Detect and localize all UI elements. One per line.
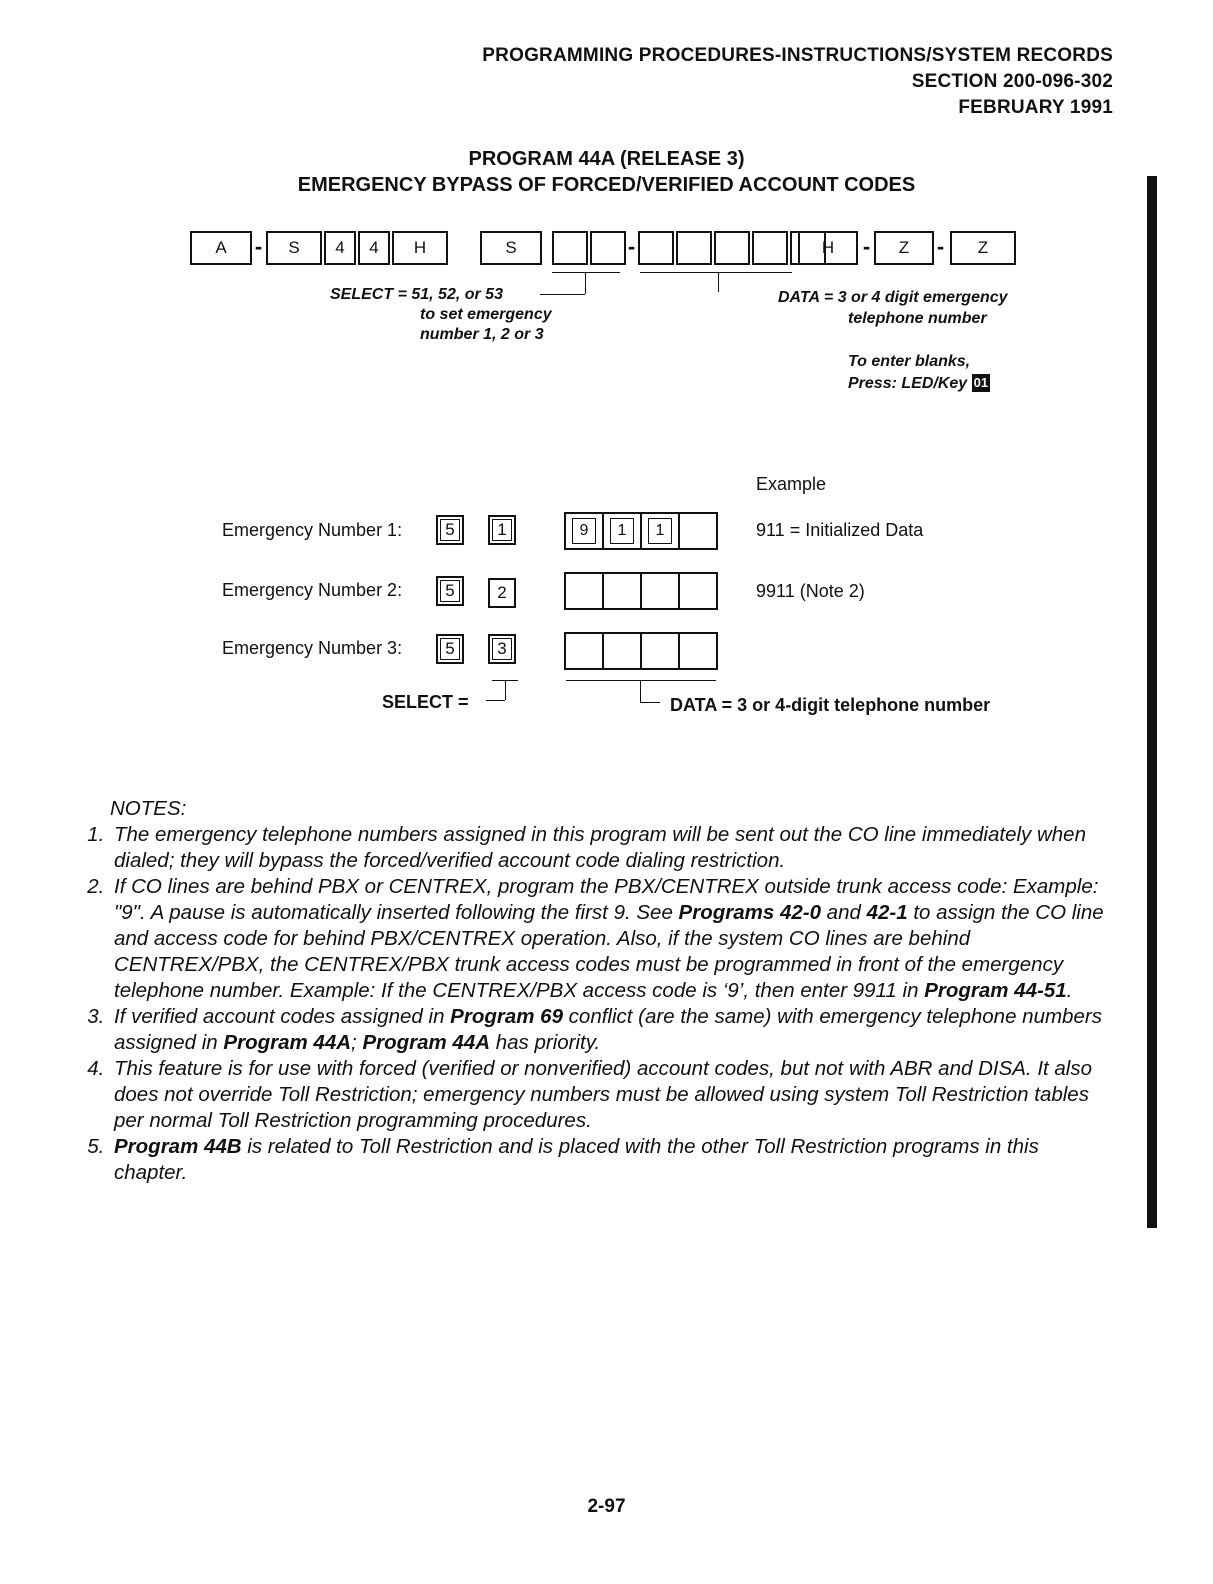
data-digit: 1 — [602, 512, 642, 550]
select-bracket-arm — [540, 294, 585, 295]
dash: - — [254, 234, 263, 259]
data-digit — [602, 572, 642, 610]
key-z: Z — [950, 231, 1016, 265]
data-digit — [640, 632, 680, 670]
data-digit: 9 — [564, 512, 604, 550]
program-subtitle: EMERGENCY BYPASS OF FORCED/VERIFIED ACCOUNT CODES — [297, 174, 916, 196]
emergency-number-2-label: Emergency Number 2: — [222, 580, 403, 600]
select-digit: 5 — [436, 634, 464, 664]
notes-heading: NOTES: — [110, 797, 187, 820]
page-number: 2-97 — [587, 1496, 626, 1517]
emergency-number-1-label: Emergency Number 1: — [222, 520, 403, 540]
select-digit: 3 — [488, 634, 516, 664]
select-legend-1: SELECT = 51, 52, or 53 — [330, 286, 503, 303]
example-data-stem — [640, 680, 641, 702]
select-digit: 1 — [488, 515, 516, 545]
header-date: FEBRUARY 1991 — [958, 97, 1113, 118]
data-bracket — [640, 272, 792, 273]
example-select-arm — [486, 700, 505, 701]
select-box-1 — [552, 231, 588, 265]
emergency-number-3-label: Emergency Number 3: — [222, 638, 403, 658]
key-s: S — [480, 231, 542, 265]
blanks-legend-text: Press: LED/Key — [848, 375, 968, 392]
example-select-stem — [505, 680, 506, 700]
data-bracket-stem — [718, 272, 719, 292]
note-1: 1. The emergency telephone numbers assigned in this program will be sent out the CO line immediately when dialed; they will bypass the forced/verified account code dialing restriction. — [110, 822, 1110, 874]
example-data-bracket — [566, 680, 716, 681]
data-box-1 — [638, 231, 674, 265]
key-s: S — [266, 231, 322, 265]
key-4: 4 — [324, 231, 356, 265]
select-legend-3: number 1, 2 or 3 — [420, 326, 544, 343]
select-bracket — [552, 272, 620, 273]
dash: - — [627, 234, 636, 259]
header-line-1: PROGRAMMING PROCEDURES-INSTRUCTIONS/SYSTEM RECORDS — [482, 45, 1113, 66]
data-box-3 — [714, 231, 750, 265]
data-digit — [564, 632, 604, 670]
select-legend-2: to set emergency — [420, 306, 552, 323]
example-heading: Example — [756, 474, 827, 494]
example-data-arm — [640, 702, 660, 703]
program-title: PROGRAM 44A (RELEASE 3) — [468, 148, 745, 170]
note-5: 5. Program 44B is related to Toll Restriction and is placed with the other Toll Restriction programs in this chapter. — [110, 1134, 1110, 1186]
key-h: H — [392, 231, 448, 265]
select-digit: 5 — [436, 576, 464, 606]
key-a: A — [190, 231, 252, 265]
dash: - — [862, 234, 871, 259]
example-data-label: DATA = 3 or 4-digit telephone number — [670, 695, 991, 715]
notes-section — [110, 796, 1110, 1186]
example-note-2: 9911 (Note 2) — [756, 581, 865, 601]
dash: - — [936, 234, 945, 259]
data-digit — [564, 572, 604, 610]
data-digit — [640, 572, 680, 610]
data-digit — [602, 632, 642, 670]
data-legend-2: telephone number — [848, 310, 987, 327]
header-section: SECTION 200-096-302 — [911, 71, 1113, 92]
note-4: 4. This feature is for use with forced (verified or nonverified) account codes, but not with ABR and DISA. It also does not override Toll Restriction; emergency numbers must be allowed using system Toll Restriction tables per normal Toll Restriction programming procedures. — [110, 1056, 1110, 1134]
notes-list — [82, 822, 1110, 1186]
example-select-label: SELECT = — [382, 692, 469, 712]
blanks-legend-2 — [848, 374, 990, 394]
data-digit — [678, 572, 718, 610]
blanks-legend-1: To enter blanks, — [848, 353, 971, 370]
data-legend-1: DATA = 3 or 4 digit emergency — [778, 289, 1008, 306]
data-box-4 — [752, 231, 788, 265]
key-4: 4 — [358, 231, 390, 265]
change-bar — [1147, 176, 1157, 1228]
note-3: 3. If verified account codes assigned in Program 69 conflict (are the same) with emergency telephone numbers assigned in Program 44A; Program 44A has priority. — [110, 1004, 1110, 1056]
select-box-2 — [590, 231, 626, 265]
select-digit: 5 — [436, 515, 464, 545]
data-digit — [678, 512, 718, 550]
select-bracket-stem — [585, 272, 586, 294]
select-digit: 2 — [488, 578, 516, 608]
data-digit — [678, 632, 718, 670]
key-h: H — [798, 231, 858, 265]
led-key-01: 01 — [973, 375, 989, 390]
note-2: 2. If CO lines are behind PBX or CENTREX, program the PBX/CENTREX outside trunk access code: Example: "9". A pause is automatically inserted following the first 9. See Programs 42-0 and 42-1 to assign the CO line and access code for behind PBX/CENTREX operation. Also, if the system CO lines are behind CENTREX/PBX, the CENTREX/PBX trunk access codes must be programmed in front of the emergency telephone number. Example: If the CENTREX/PBX access code is ‘9’, then enter 9911 in Program 44-51. — [110, 874, 1110, 1004]
example-note-1: 911 = Initialized Data — [756, 520, 924, 540]
data-digit: 1 — [640, 512, 680, 550]
data-box-2 — [676, 231, 712, 265]
key-z: Z — [874, 231, 934, 265]
